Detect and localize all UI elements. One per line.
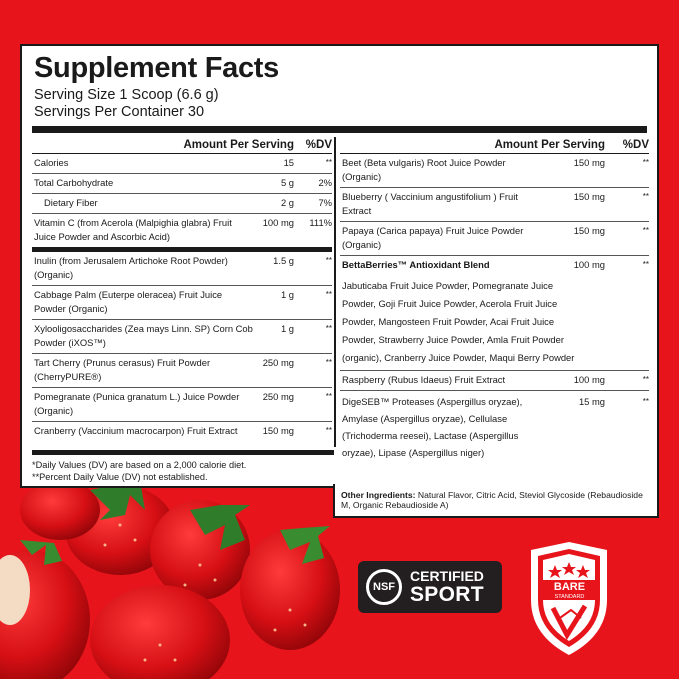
ingredient-dv: ** — [325, 426, 332, 435]
ingredient-amount: 15 mg — [578, 396, 605, 407]
ingredient-name: DigeSEB™ Proteases (Aspergillus oryzae), Amylase (Aspergillus oryzae), Cellulase (Trichoderma reesei), Lactase (Aspergillus oryzae), Lipase (Aspergillus niger) — [342, 396, 523, 458]
bare-text: BARE — [553, 581, 586, 593]
ingredient-dv: 7% — [318, 197, 332, 208]
ingredient-name: Cranberry (Vaccinium macrocarpon) Fruit Extract — [34, 425, 238, 436]
ingredient-name: Cabbage Palm (Euterpe oleracea) Fruit Juice Powder (Organic) — [34, 289, 223, 314]
ingredient-name: Tart Cherry (Prunus cerasus) Fruit Powder (CherryPURE®) — [34, 357, 211, 382]
facts-row — [32, 320, 332, 354]
ingredient-name: Beet (Beta vulgaris) Root Juice Powder (Organic) — [342, 157, 506, 182]
ingredient-dv: ** — [642, 260, 649, 269]
footnote-dv: *Daily Values (DV) are based on a 2,000 calorie diet. — [32, 460, 247, 470]
amount-header: Amount Per Serving — [183, 139, 294, 151]
right-column — [340, 137, 649, 464]
supplement-facts-panel — [20, 44, 659, 488]
facts-row — [32, 194, 332, 214]
right-column-header — [340, 137, 649, 154]
footnotes — [32, 450, 334, 483]
dv-header: %DV — [622, 139, 649, 151]
facts-row — [32, 214, 332, 252]
serving-info — [34, 87, 219, 121]
ingredient-amount: 150 mg — [573, 191, 605, 202]
blend-ingredients-row — [340, 275, 649, 371]
ingredient-amount: 1.5 g — [273, 255, 294, 266]
ingredient-amount: 5 g — [280, 177, 294, 188]
other-ingredients-text: Natural Flavor, Citric Acid, Steviol Glycoside (Rebaudioside M, Organic Rebaudioside A) — [341, 490, 643, 511]
serving-size: Serving Size 1 Scoop (6.6 g) — [34, 87, 219, 103]
ingredient-name: Calories — [34, 157, 69, 168]
facts-row — [32, 354, 332, 388]
standard-text: STANDARD — [554, 594, 585, 600]
ingredient-name: Pomegranate (Punica granatum L.) Juice Powder (Organic) — [34, 391, 240, 416]
ingredient-amount: 100 mg — [573, 374, 605, 385]
column-divider — [334, 137, 336, 447]
ingredient-dv: ** — [642, 192, 649, 201]
facts-row — [340, 154, 649, 188]
ingredient-amount: 250 mg — [262, 391, 294, 402]
left-column-header — [32, 137, 332, 154]
ingredient-dv: ** — [642, 397, 649, 406]
ingredient-amount: 250 mg — [262, 357, 294, 368]
facts-row — [340, 371, 649, 391]
facts-row — [340, 222, 649, 256]
ingredient-dv: 111% — [309, 217, 332, 228]
ingredient-dv: 2% — [318, 177, 332, 188]
panel-title: Supplement Facts — [34, 52, 279, 84]
nsf-text — [410, 569, 484, 605]
dv-header: %DV — [305, 139, 332, 151]
nsf-certified: CERTIFIED — [410, 568, 484, 584]
ingredient-dv: ** — [325, 256, 332, 265]
ingredient-dv: ** — [325, 324, 332, 333]
ingredient-amount: 150 mg — [262, 425, 294, 436]
ingredient-dv: ** — [325, 158, 332, 167]
ingredient-amount: 2 g — [280, 197, 294, 208]
ingredient-dv: ** — [642, 158, 649, 167]
ingredient-amount: 100 mg — [573, 259, 605, 270]
ingredient-name: Blueberry ( Vaccinium angustifolium ) Fruit Extract — [342, 191, 518, 216]
ingredient-dv: ** — [325, 290, 332, 299]
ingredient-dv: ** — [642, 375, 649, 384]
nsf-certified-sport-badge — [358, 561, 502, 613]
strawberry-illustration — [0, 470, 360, 679]
ingredient-amount: 1 g — [280, 323, 294, 334]
ingredient-name: Xylooligosaccharides (Zea mays Linn. SP) Corn Cob Powder (iXOS™) — [34, 323, 253, 348]
facts-row — [32, 252, 332, 286]
blend-ingredients: Jabuticaba Fruit Juice Powder, Pomegranate Juice Powder, Goji Fruit Juice Powder, Acerola Fruit Juice Powder, Mangosteen Fruit Powder, Acai Fruit Juice Powder, Strawberry Juice Powder, Amla Fruit Powder (organic), Cranberry Juice Powder, Maqui Berry Powder — [342, 280, 575, 363]
ingredient-name: Inulin (from Jerusalem Artichoke Root Powder) (Organic) — [34, 255, 228, 280]
ingredient-dv: ** — [325, 358, 332, 367]
amount-header: Amount Per Serving — [494, 139, 605, 151]
servings-per-container: Servings Per Container 30 — [34, 104, 205, 120]
ingredient-amount: 100 mg — [262, 217, 294, 228]
facts-row — [340, 391, 649, 464]
ingredient-name: Papaya (Carica papaya) Fruit Juice Powder (Organic) — [342, 225, 524, 250]
header-rule — [32, 126, 647, 133]
facts-row — [340, 188, 649, 222]
bare-standard-shield-icon — [527, 540, 612, 658]
facts-row — [32, 422, 332, 441]
facts-row — [32, 154, 332, 174]
ingredient-amount: 150 mg — [573, 225, 605, 236]
left-column — [32, 137, 332, 441]
facts-row — [340, 256, 649, 275]
ingredient-amount: 1 g — [280, 289, 294, 300]
ingredient-name: Raspberry (Rubus Idaeus) Fruit Extract — [342, 374, 506, 385]
ingredient-name: Dietary Fiber — [44, 197, 98, 208]
facts-row — [32, 174, 332, 194]
facts-row — [32, 388, 332, 422]
other-ingredients-label: Other Ingredients: — [341, 490, 416, 500]
other-ingredients — [333, 484, 659, 518]
facts-row — [32, 286, 332, 320]
footnote-not-established: **Percent Daily Value (DV) not established. — [32, 472, 208, 482]
ingredient-amount: 15 — [283, 157, 294, 168]
blend-name: BettaBerries™ Antioxidant Blend — [342, 259, 490, 270]
ingredient-dv: ** — [325, 392, 332, 401]
ingredient-dv: ** — [642, 226, 649, 235]
ingredient-amount: 150 mg — [573, 157, 605, 168]
ingredient-name: Total Carbohydrate — [34, 177, 114, 188]
nsf-logo-icon: NSF — [366, 569, 402, 605]
ingredient-name: Vitamin C (from Acerola (Malpighia glabra) Fruit Juice Powder and Ascorbic Acid) — [34, 217, 232, 242]
nsf-sport: SPORT — [410, 583, 484, 606]
